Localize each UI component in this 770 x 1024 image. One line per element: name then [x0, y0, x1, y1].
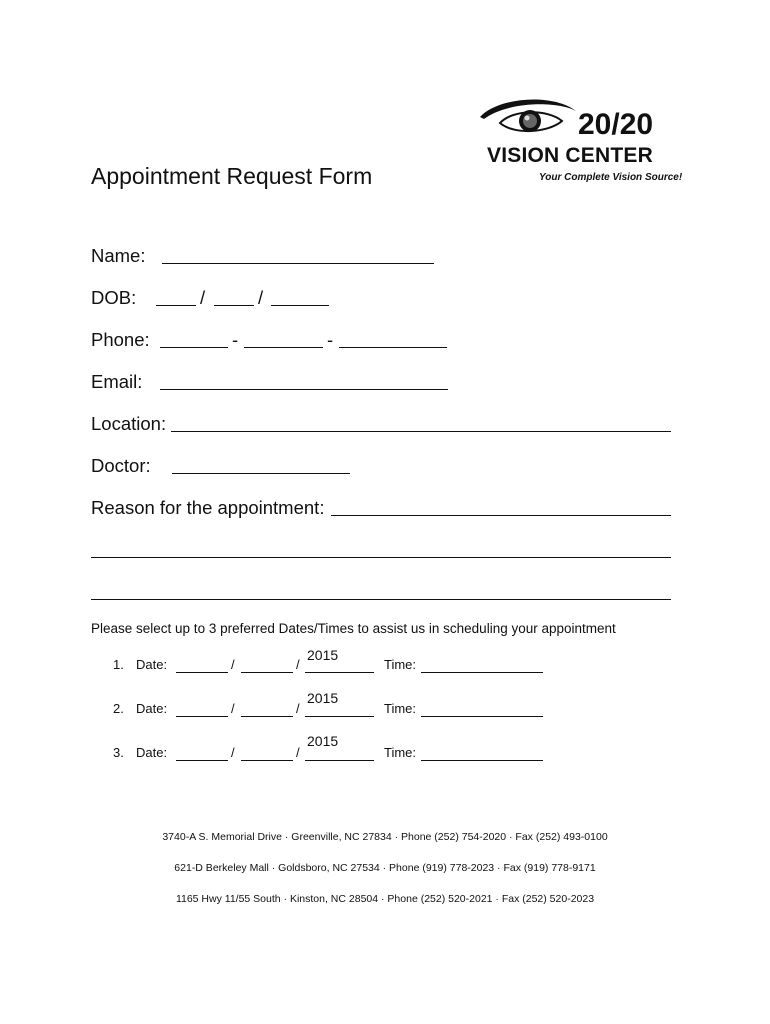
- dob-label: DOB:: [91, 287, 137, 308]
- reason-label: Reason for the appointment:: [91, 497, 325, 518]
- name-label: Name:: [91, 245, 146, 266]
- date-separator: /: [296, 701, 300, 716]
- date-separator: /: [231, 657, 235, 672]
- email-label: Email:: [91, 371, 143, 392]
- doctor-label: Doctor:: [91, 455, 151, 476]
- year-value: 2015: [307, 647, 339, 663]
- time-label: Time:: [384, 657, 417, 672]
- phone-label: Phone:: [91, 329, 150, 350]
- phone-prefix-field[interactable]: [244, 347, 323, 348]
- date-label: Date:: [136, 745, 168, 760]
- year-field[interactable]: [305, 672, 374, 673]
- dob-separator: /: [258, 287, 264, 308]
- time-field[interactable]: [421, 672, 543, 673]
- month-field[interactable]: [176, 760, 228, 761]
- name-field[interactable]: [162, 263, 434, 264]
- eye-icon: [478, 95, 578, 143]
- dob-separator: /: [200, 287, 206, 308]
- year-field[interactable]: [305, 716, 374, 717]
- time-label: Time:: [384, 701, 417, 716]
- location-label: Location:: [91, 413, 167, 434]
- time-field[interactable]: [421, 716, 543, 717]
- option-number: 1.: [113, 657, 124, 672]
- time-label: Time:: [384, 745, 417, 760]
- dob-year-field[interactable]: [271, 305, 329, 306]
- date-separator: /: [231, 701, 235, 716]
- logo-number: 20/20: [578, 108, 654, 141]
- day-field[interactable]: [241, 760, 293, 761]
- logo-tagline: Your Complete Vision Source!: [539, 172, 683, 183]
- phone-separator: -: [232, 329, 239, 350]
- date-label: Date:: [136, 701, 168, 716]
- month-field[interactable]: [176, 672, 228, 673]
- option-number: 2.: [113, 701, 124, 716]
- address-greenville: 3740-A S. Memorial Drive · Greenville, NC 27834 · Phone (252) 754-2020 · Fax (252) 493-0100: [162, 831, 608, 843]
- year-value: 2015: [307, 690, 339, 706]
- option-number: 3.: [113, 745, 124, 760]
- doctor-field[interactable]: [172, 473, 350, 474]
- day-field[interactable]: [241, 716, 293, 717]
- date-separator: /: [296, 657, 300, 672]
- phone-line-field[interactable]: [339, 347, 447, 348]
- phone-separator: -: [327, 329, 334, 350]
- dob-month-field[interactable]: [156, 305, 196, 306]
- month-field[interactable]: [176, 716, 228, 717]
- time-field[interactable]: [421, 760, 543, 761]
- location-field[interactable]: [171, 431, 671, 432]
- day-field[interactable]: [241, 672, 293, 673]
- date-label: Date:: [136, 657, 168, 672]
- date-separator: /: [231, 745, 235, 760]
- dob-day-field[interactable]: [214, 305, 254, 306]
- year-field[interactable]: [305, 760, 374, 761]
- email-field[interactable]: [160, 389, 448, 390]
- date-separator: /: [296, 745, 300, 760]
- reason-field-line-2[interactable]: [91, 557, 671, 558]
- phone-area-field[interactable]: [160, 347, 228, 348]
- page-title: Appointment Request Form: [91, 163, 373, 189]
- address-kinston: 1165 Hwy 11/55 South · Kinston, NC 28504 · Phone (252) 520-2021 · Fax (252) 520-2023: [175, 893, 595, 905]
- year-value: 2015: [307, 733, 339, 749]
- logo-name: VISION CENTER: [487, 144, 653, 167]
- reason-field-line-3[interactable]: [91, 599, 671, 600]
- address-goldsboro: 621-D Berkeley Mall · Goldsboro, NC 27534 · Phone (919) 778-2023 · Fax (919) 778-9171: [174, 862, 596, 874]
- reason-field[interactable]: [331, 515, 671, 516]
- instructions: Please select up to 3 preferred Dates/Times to assist us in scheduling your appointment: [91, 621, 616, 636]
